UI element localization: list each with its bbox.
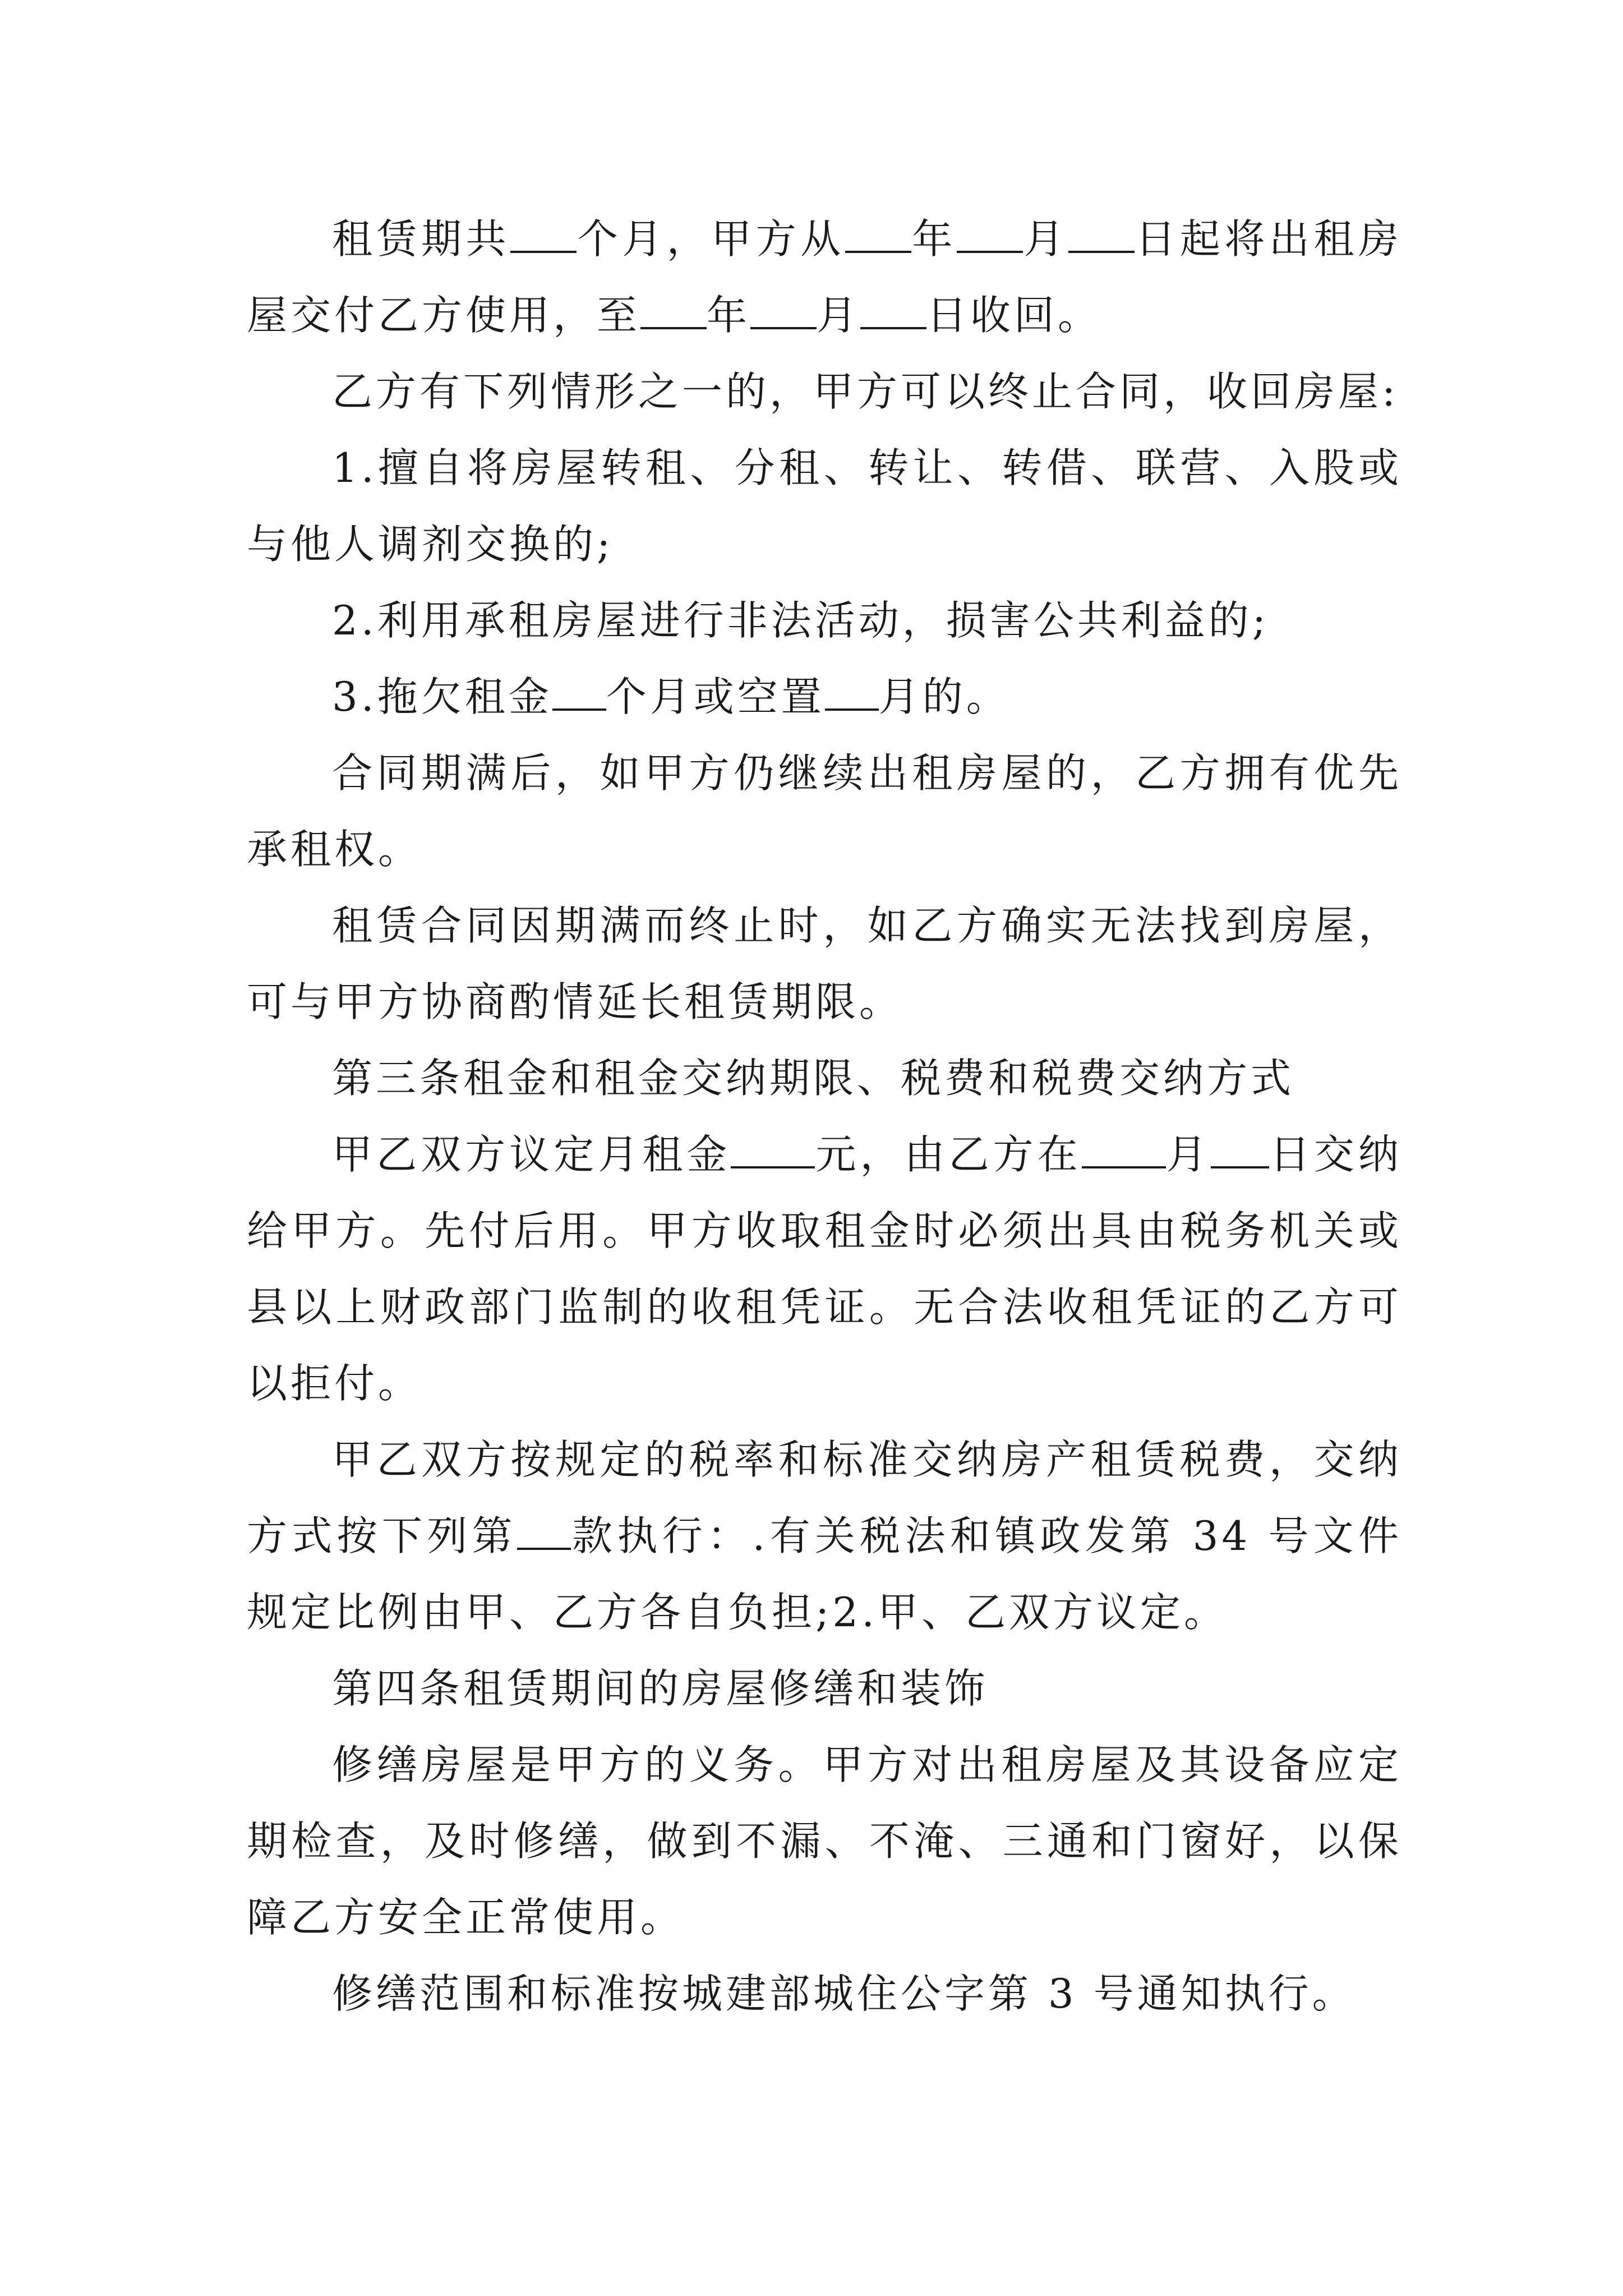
blank-field <box>510 211 577 253</box>
text-segment: 第四条租赁期间的房屋修缮和装饰 <box>332 1665 989 1712</box>
blank-field <box>640 288 707 329</box>
text-segment: 1.擅自将房屋转租、分租、转让、转借、联营、入股或与他人调剂交换的; <box>247 444 1402 568</box>
text-segment: 日起将出租房屋交付乙方使用，至 <box>247 215 1402 339</box>
text-segment: 年 <box>707 292 751 339</box>
paragraph-item-2 <box>247 582 1402 659</box>
text-segment: 2.利用承租房屋进行非法活动，损害公共利益的; <box>332 597 1269 644</box>
text-segment: 租赁合同因期满而终止时，如乙方确实无法找到房屋，可与甲方协商酌情延长租赁期限。 <box>247 902 1402 1025</box>
paragraph-item-1 <box>247 430 1402 582</box>
text-segment: 甲乙双方按规定的税率和标准交纳房产租赁税费，交纳方式按下列第 <box>247 1436 1402 1559</box>
paragraph-tax <box>247 1421 1402 1650</box>
text-segment: 款执行：.有关税法和镇政发第 34 号文件规定比例由甲、乙方各自负担;2.甲、乙双方议定。 <box>247 1512 1402 1636</box>
blank-field <box>845 211 911 253</box>
paragraph-repair-duty <box>247 1727 1402 1955</box>
paragraph-repair-scope <box>247 1955 1402 2032</box>
blank-field <box>1068 211 1135 253</box>
document-page <box>247 201 1402 2032</box>
section-heading-article-3 <box>247 1040 1402 1116</box>
blank-field <box>957 211 1023 253</box>
text-segment: 月 <box>817 292 861 339</box>
paragraph-extension <box>247 887 1402 1040</box>
text-segment: 乙方有下列情形之一的，甲方可以终止合同，收回房屋: <box>332 368 1399 415</box>
text-segment: 月 <box>1022 215 1068 263</box>
text-segment: 修缮房屋是甲方的义务。甲方对出租房屋及其设备应定期检查，及时修缮，做到不漏、不淹、三通和门窗好，以保障乙方安全正常使用。 <box>247 1741 1402 1941</box>
paragraph-item-3 <box>247 659 1402 735</box>
text-segment: 元，由乙方在 <box>815 1131 1082 1178</box>
text-segment: 日交纳给甲方。先付后用。甲方收取租金时必须出具由税务机关或县以上财政部门监制的收租凭证。无合法收租凭证的乙方可以拒付。 <box>247 1131 1402 1407</box>
blank-field <box>1211 1127 1269 1168</box>
text-segment: 租赁期共 <box>332 215 511 263</box>
paragraph-termination-conditions <box>247 353 1402 430</box>
text-segment: 个月，甲方从 <box>577 215 845 263</box>
text-segment: 日收回。 <box>926 292 1102 339</box>
text-segment: 甲乙双方议定月租金 <box>332 1131 731 1178</box>
blank-field <box>750 288 817 329</box>
text-segment: 月的。 <box>878 673 1010 720</box>
text-segment: 合同期满后，如甲方仍继续出租房屋的，乙方拥有优先承租权。 <box>247 749 1402 873</box>
blank-field <box>517 1508 571 1550</box>
blank-field <box>1082 1127 1166 1168</box>
paragraph-rent-payment <box>247 1116 1402 1421</box>
blank-field <box>860 288 926 329</box>
paragraph-lease-term <box>247 201 1402 353</box>
text-segment: 第三条租金和租金交纳期限、税费和税费交纳方式 <box>332 1055 1295 1102</box>
blank-field <box>731 1127 815 1168</box>
blank-field <box>552 669 606 711</box>
text-segment: 月 <box>1165 1131 1211 1178</box>
text-segment: 年 <box>911 215 957 263</box>
paragraph-priority-lease <box>247 735 1402 887</box>
text-segment: 3.拖欠租金 <box>332 673 552 720</box>
section-heading-article-4 <box>247 1650 1402 1727</box>
text-segment: 个月或空置 <box>606 673 825 720</box>
blank-field <box>825 669 879 711</box>
text-segment: 修缮范围和标准按城建部城住公字第 3 号通知执行。 <box>332 1970 1356 2017</box>
